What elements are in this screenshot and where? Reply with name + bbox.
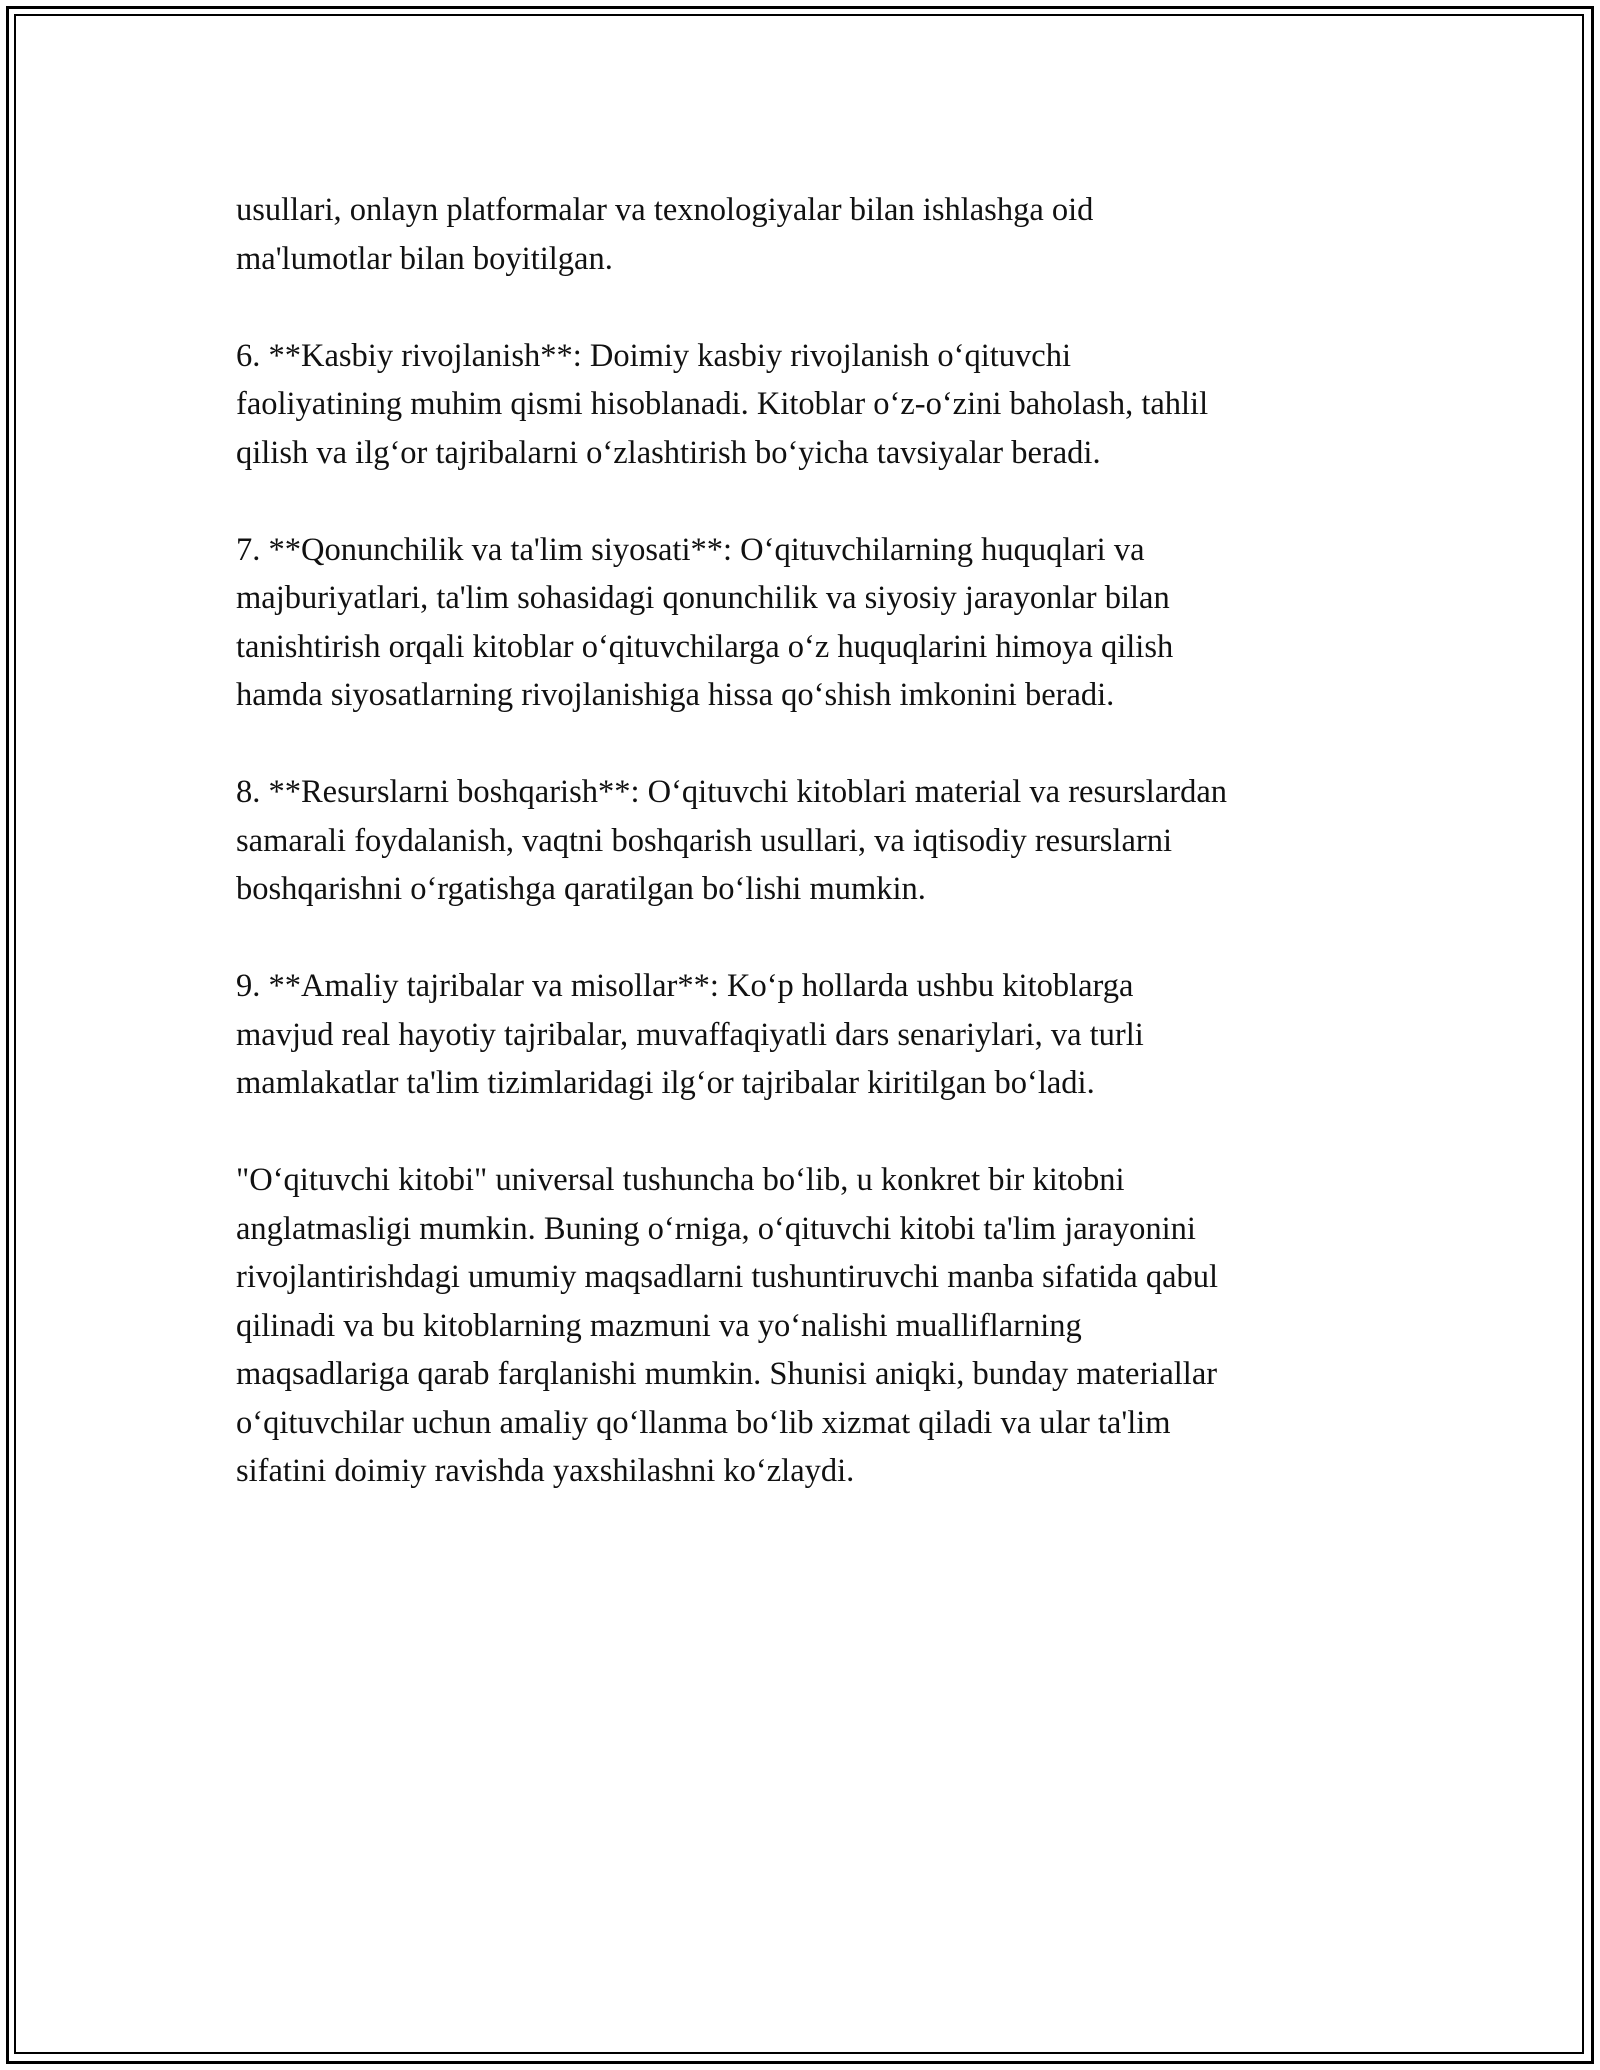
paragraph-item-7-qonunchilik: 7. **Qonunchilik va ta'lim siyosati**: O‘qituvchilarning huquqlari va majburiyatlari, ta'lim sohasidagi qonunchilik va siyosiy jarayonlar bilan tanishtirish orqali kitoblar o‘qituvchilarga o‘z huquqlarini himoya qilish hamda siyosatlarning rivojlanishiga hissa qo‘shish imkonini beradi. (236, 531, 1174, 713)
paragraph-item-9-amaliy-tajribalar: 9. **Amaliy tajribalar va misollar**: Ko‘p hollarda ushbu kitoblarga mavjud real hayotiy tajribalar, muvaffaqiyatli dars senariylari, va turli mamlakatlar ta'lim tizimlaridagi ilg‘or tajribalar kiritilgan bo‘ladi. (236, 968, 1144, 1101)
paragraph-intro-continuation: usullari, onlayn platformalar va texnologiyalar bilan ishlashga oid ma'lumotlar bilan boyitilgan. (236, 192, 1094, 277)
paragraph-item-8-resurslar: 8. **Resurslarni boshqarish**: O‘qituvchi kitoblari material va resurslardan samarali foydalanish, vaqtni boshqarish usullari, va iqtisodiy resurslarni boshqarishni o‘rgatishga qaratilgan bo‘lishi mumkin. (236, 774, 1228, 907)
paragraph-item-6-kasbiy-rivojlanish: 6. **Kasbiy rivojlanish**: Doimiy kasbiy rivojlanish o‘qituvchi faoliyatining muhim qismi hisoblanadi. Kitoblar o‘z-o‘zini baholash, tahlil qilish va ilg‘or tajribalarni o‘zlashtirish bo‘yicha tavsiyalar beradi. (236, 337, 1209, 471)
paragraph-conclusion: "O‘qituvchi kitobi" universal tushuncha bo‘lib, u konkret bir kitobni anglatmasligi mumkin. Buning o‘rniga, o‘qituvchi kitobi ta'lim jarayonini rivojlantirishdagi umumiy maqsadlarni tushuntiruvchi manba sifatida qabul qilinadi va bu kitoblarning mazmuni va yo‘nalishi mualliflarning maqsadlariga qarab farqlanishi mumkin. Shunisi aniqki, bunday materiallar o‘qituvchilar uchun amaliy qo‘llanma bo‘lib xizmat qiladi va ular ta'lim sifatini doimiy ravishda yaxshilashni ko‘zlaydi. (236, 1162, 1219, 1489)
document-body (236, 186, 1386, 1544)
